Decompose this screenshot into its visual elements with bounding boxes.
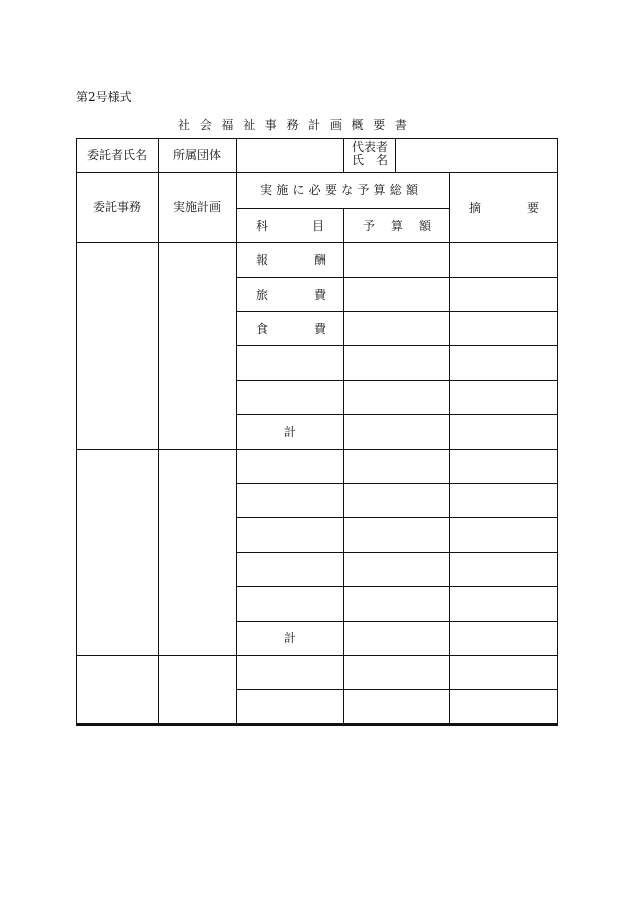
table-rule bbox=[158, 138, 159, 726]
title-char: 祉 bbox=[243, 118, 256, 132]
budget-total-char: 施 bbox=[276, 183, 289, 197]
budget-total-char: 必 bbox=[308, 183, 321, 197]
budget-total-char: 総 bbox=[389, 183, 402, 197]
amount-header-char: 算 bbox=[390, 219, 403, 233]
title-char: 計 bbox=[308, 118, 321, 132]
representative-name-label bbox=[352, 141, 388, 167]
representative-label-line1: 代表者 bbox=[352, 140, 389, 154]
table-rule bbox=[76, 449, 558, 450]
budget-total-label bbox=[260, 183, 418, 197]
title-char: 画 bbox=[329, 118, 342, 132]
remarks-column-header bbox=[469, 201, 539, 215]
table-top-border bbox=[76, 138, 558, 139]
budget-plan-table bbox=[76, 138, 558, 726]
title-char: 要 bbox=[373, 118, 386, 132]
item-header-char: 科 bbox=[256, 219, 269, 233]
budget-item-char: 食 bbox=[256, 322, 269, 336]
representative-label-line2: 氏 名 bbox=[352, 153, 389, 167]
consignee-name-label: 委託者氏名 bbox=[86, 148, 148, 162]
remarks-header-char: 摘 bbox=[469, 201, 482, 215]
budget-total-char: 予 bbox=[357, 183, 370, 197]
table-rule bbox=[236, 689, 558, 690]
table-rule bbox=[236, 311, 558, 312]
table-right-border bbox=[557, 138, 558, 726]
budget-item-char: 費 bbox=[313, 322, 326, 336]
table-rule bbox=[343, 138, 344, 172]
table-rule bbox=[236, 552, 558, 553]
amount-header-char: 額 bbox=[418, 219, 431, 233]
table-rule bbox=[236, 138, 237, 726]
document-title bbox=[178, 117, 417, 133]
section2-total-label: 計 bbox=[283, 631, 297, 645]
budget-item-food bbox=[256, 322, 326, 336]
remarks-header-char: 要 bbox=[526, 201, 539, 215]
item-column-header bbox=[256, 219, 324, 233]
form-number: 第2号様式 bbox=[76, 90, 132, 104]
budget-total-char: に bbox=[292, 183, 305, 197]
table-rule bbox=[449, 172, 450, 726]
table-rule bbox=[236, 517, 558, 518]
title-char: 社 bbox=[178, 118, 191, 132]
consigned-task-label: 委託事務 bbox=[92, 200, 142, 214]
table-rule bbox=[236, 277, 558, 278]
budget-item-char: 酬 bbox=[313, 253, 326, 267]
table-rule bbox=[236, 380, 558, 381]
table-left-border bbox=[76, 138, 77, 726]
table-rule bbox=[76, 172, 558, 173]
budget-total-char: 実 bbox=[260, 183, 273, 197]
table-rule bbox=[76, 242, 558, 243]
table-rule bbox=[236, 414, 558, 415]
budget-item-char: 報 bbox=[256, 253, 269, 267]
title-char: 福 bbox=[221, 118, 234, 132]
title-char: 務 bbox=[286, 118, 299, 132]
amount-column-header bbox=[363, 219, 431, 233]
budget-total-char: な bbox=[341, 183, 354, 197]
implementation-plan-label: 実施計画 bbox=[172, 200, 222, 214]
title-char: 事 bbox=[264, 118, 277, 132]
budget-item-travel bbox=[256, 288, 326, 302]
section1-total-label: 計 bbox=[283, 425, 297, 439]
title-char: 概 bbox=[351, 118, 364, 132]
budget-total-char: 額 bbox=[405, 183, 418, 197]
table-rule bbox=[343, 208, 344, 726]
table-rule bbox=[236, 345, 558, 346]
table-rule bbox=[76, 655, 558, 656]
budget-total-char: 算 bbox=[373, 183, 386, 197]
budget-item-remuneration bbox=[256, 253, 326, 267]
table-rule bbox=[395, 138, 396, 172]
table-rule bbox=[236, 621, 558, 622]
budget-item-char: 旅 bbox=[256, 288, 269, 302]
budget-total-char: 要 bbox=[324, 183, 337, 197]
title-char: 会 bbox=[199, 118, 212, 132]
item-header-char: 目 bbox=[311, 219, 324, 233]
table-rule bbox=[236, 483, 558, 484]
title-char: 書 bbox=[394, 118, 407, 132]
table-rule bbox=[236, 586, 558, 587]
amount-header-char: 予 bbox=[363, 219, 376, 233]
organization-label: 所属団体 bbox=[172, 148, 222, 162]
table-bottom-border bbox=[76, 723, 558, 726]
budget-item-char: 費 bbox=[313, 288, 326, 302]
